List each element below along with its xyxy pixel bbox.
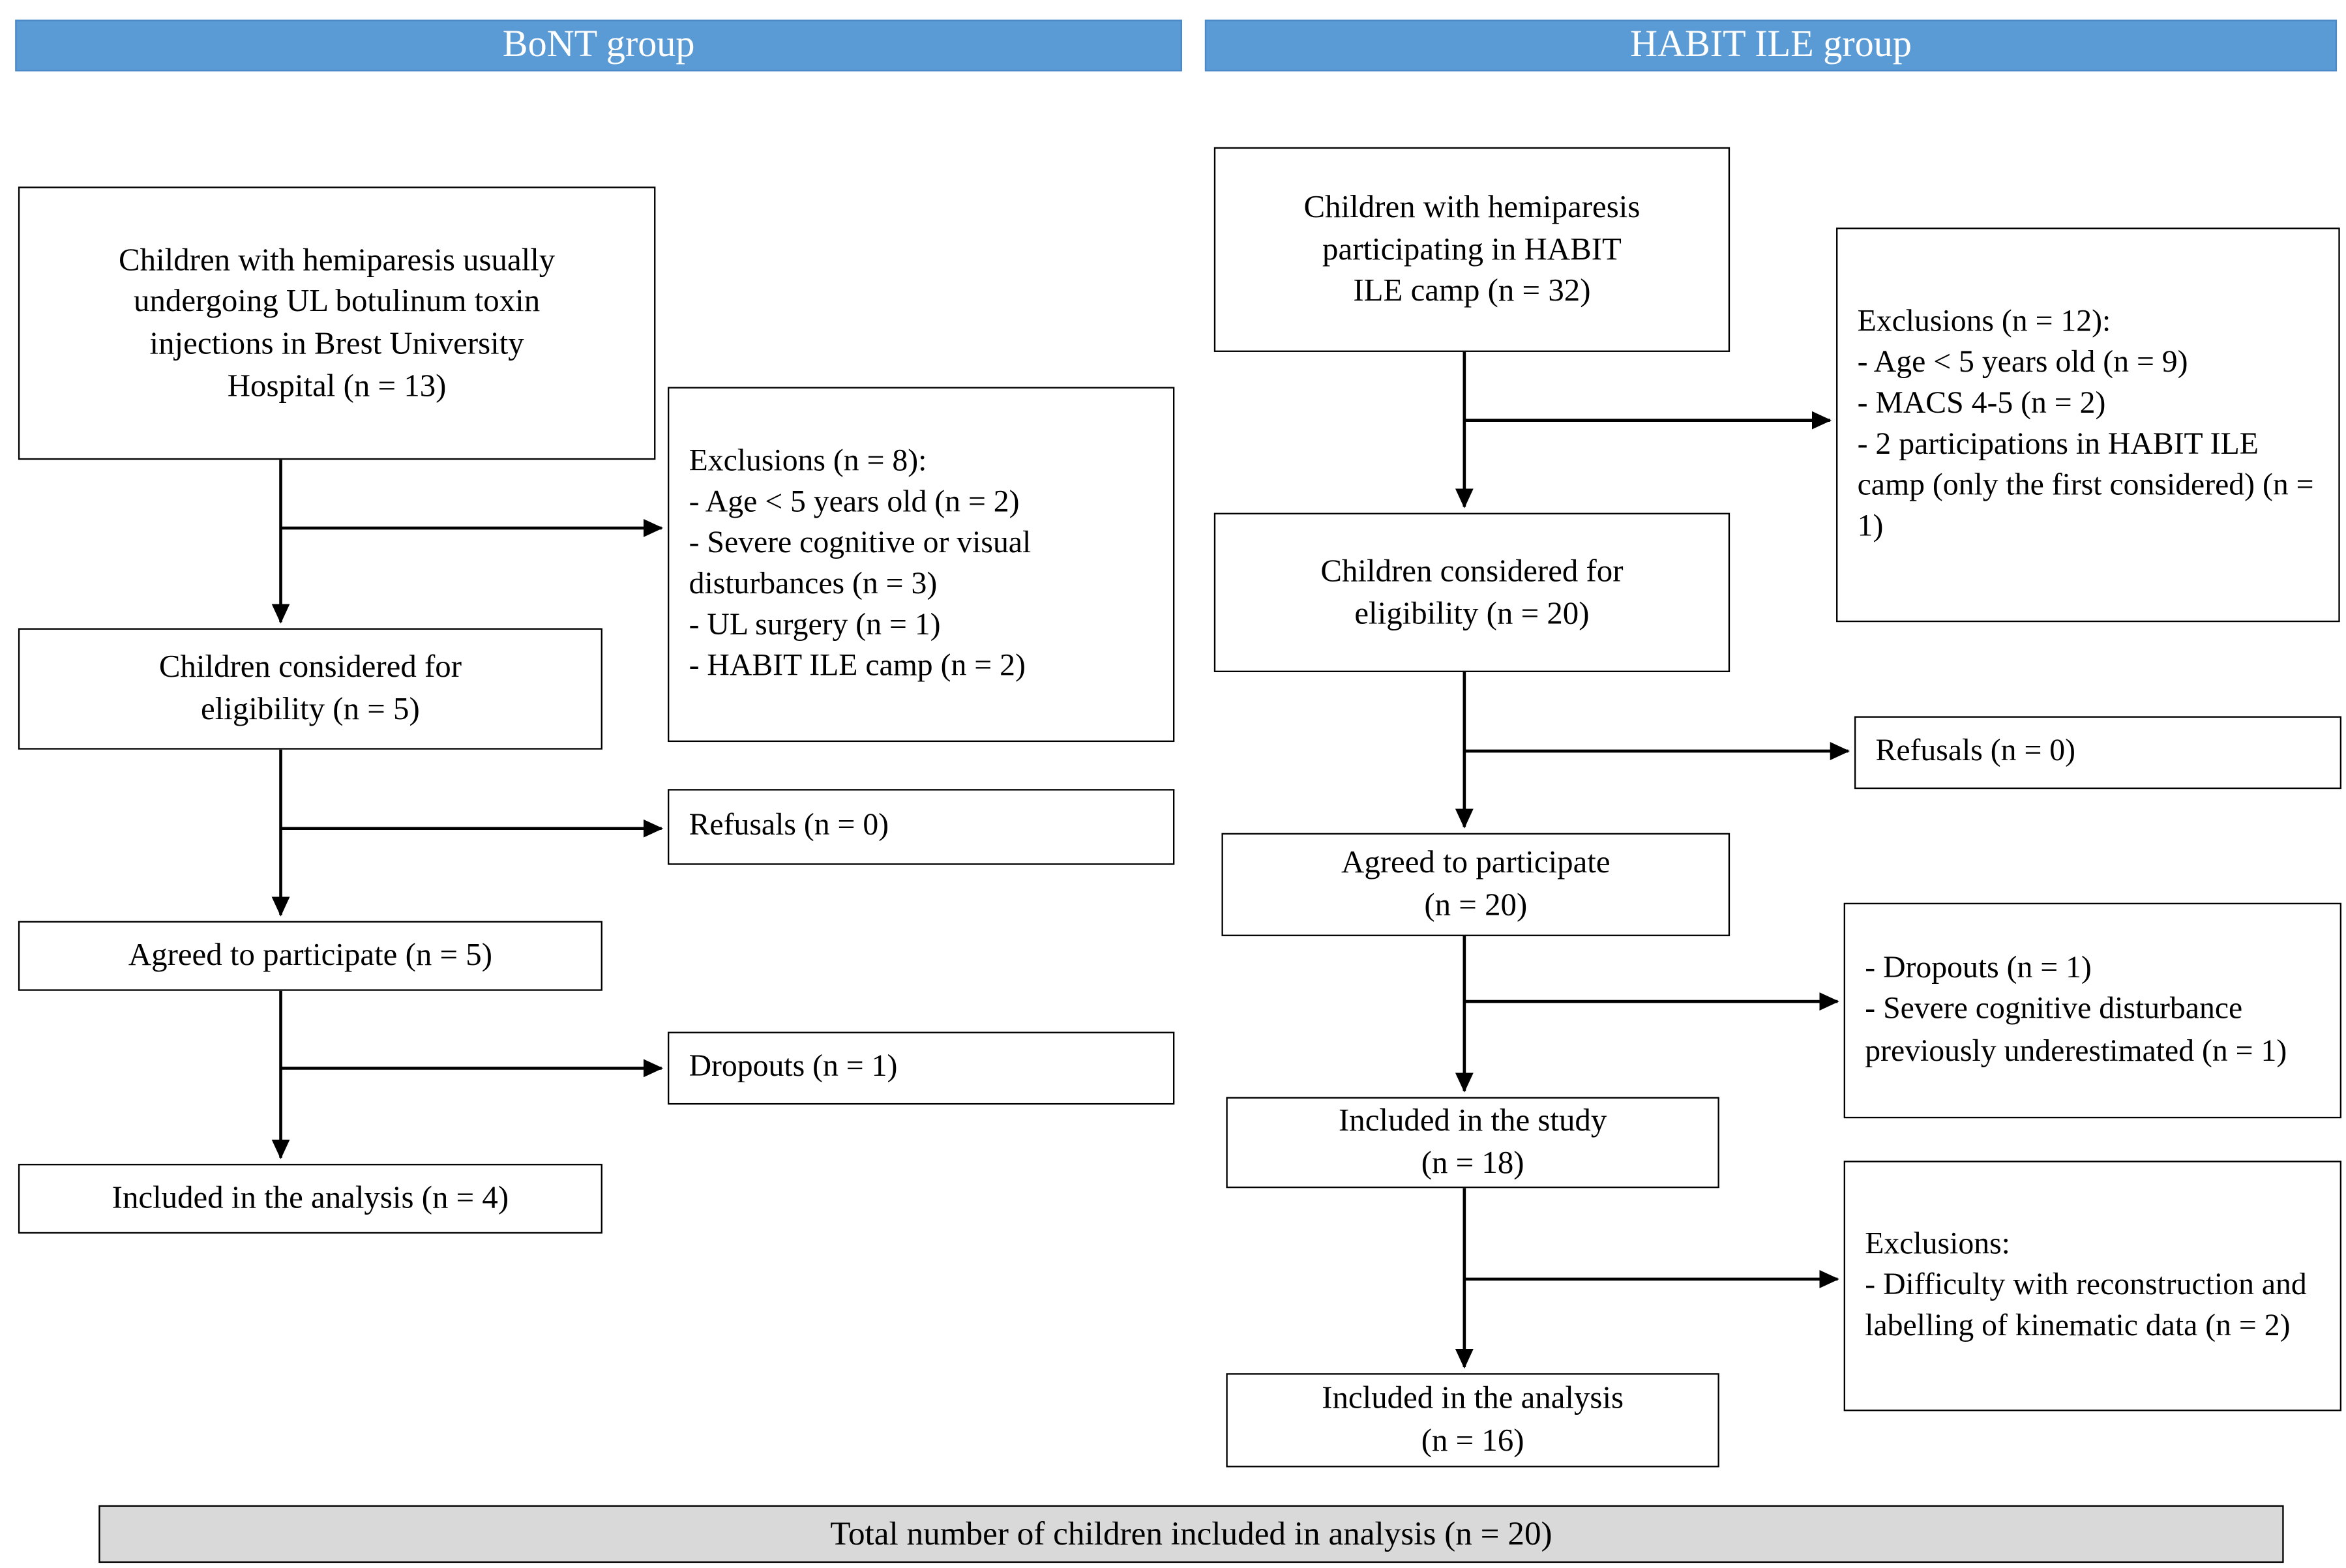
bont-exclusions-box: Exclusions (n = 8): - Age < 5 years old (n = 2) - Severe cognitive or visual disturbances (n = 3) - UL surgery (n = 1) - HABIT ILE camp (n = 2) <box>668 387 1174 742</box>
habit-included-analysis-box: Included in the analysis (n = 16) <box>1226 1373 1719 1467</box>
total-included-bar: Total number of children included in analysis (n = 20) <box>98 1505 2283 1563</box>
habit-included-study-box: Included in the study (n = 18) <box>1226 1097 1719 1189</box>
habit-dropouts-box: - Dropouts (n = 1) - Severe cognitive disturbance previously underestimated (n = 1) <box>1844 903 2341 1118</box>
habit-agreed-box: Agreed to participate (n = 20) <box>1221 833 1730 936</box>
bont-dropouts-box: Dropouts (n = 1) <box>668 1032 1174 1105</box>
bont-refusals-box: Refusals (n = 0) <box>668 789 1174 865</box>
bont-agreed-box: Agreed to participate (n = 5) <box>18 921 602 991</box>
bont-source-box: Children with hemiparesis usually undergoing UL botulinum toxin injections in Brest University Hospital (n = 13) <box>18 186 655 460</box>
habit-source-box: Children with hemiparesis participating in HABIT ILE camp (n = 32) <box>1214 147 1730 352</box>
bont-eligibility-box: Children considered for eligibility (n = 5) <box>18 629 602 750</box>
habit-exclusions-kinematic-box: Exclusions: - Difficulty with reconstruction and labelling of kinematic data (n = 2) <box>1844 1161 2341 1411</box>
bont-group-header: BoNT group <box>15 20 1182 71</box>
habit-eligibility-box: Children considered for eligibility (n = 20) <box>1214 513 1730 672</box>
bont-included-analysis-box: Included in the analysis (n = 4) <box>18 1164 602 1234</box>
habit-refusals-box: Refusals (n = 0) <box>1854 716 2341 789</box>
habit-exclusions-box: Exclusions (n = 12): - Age < 5 years old (n = 9) - MACS 4-5 (n = 2) - 2 participations in HABIT ILE camp (only the first considered) (n = 1) <box>1836 228 2340 622</box>
habit-group-header: HABIT ILE group <box>1205 20 2337 71</box>
